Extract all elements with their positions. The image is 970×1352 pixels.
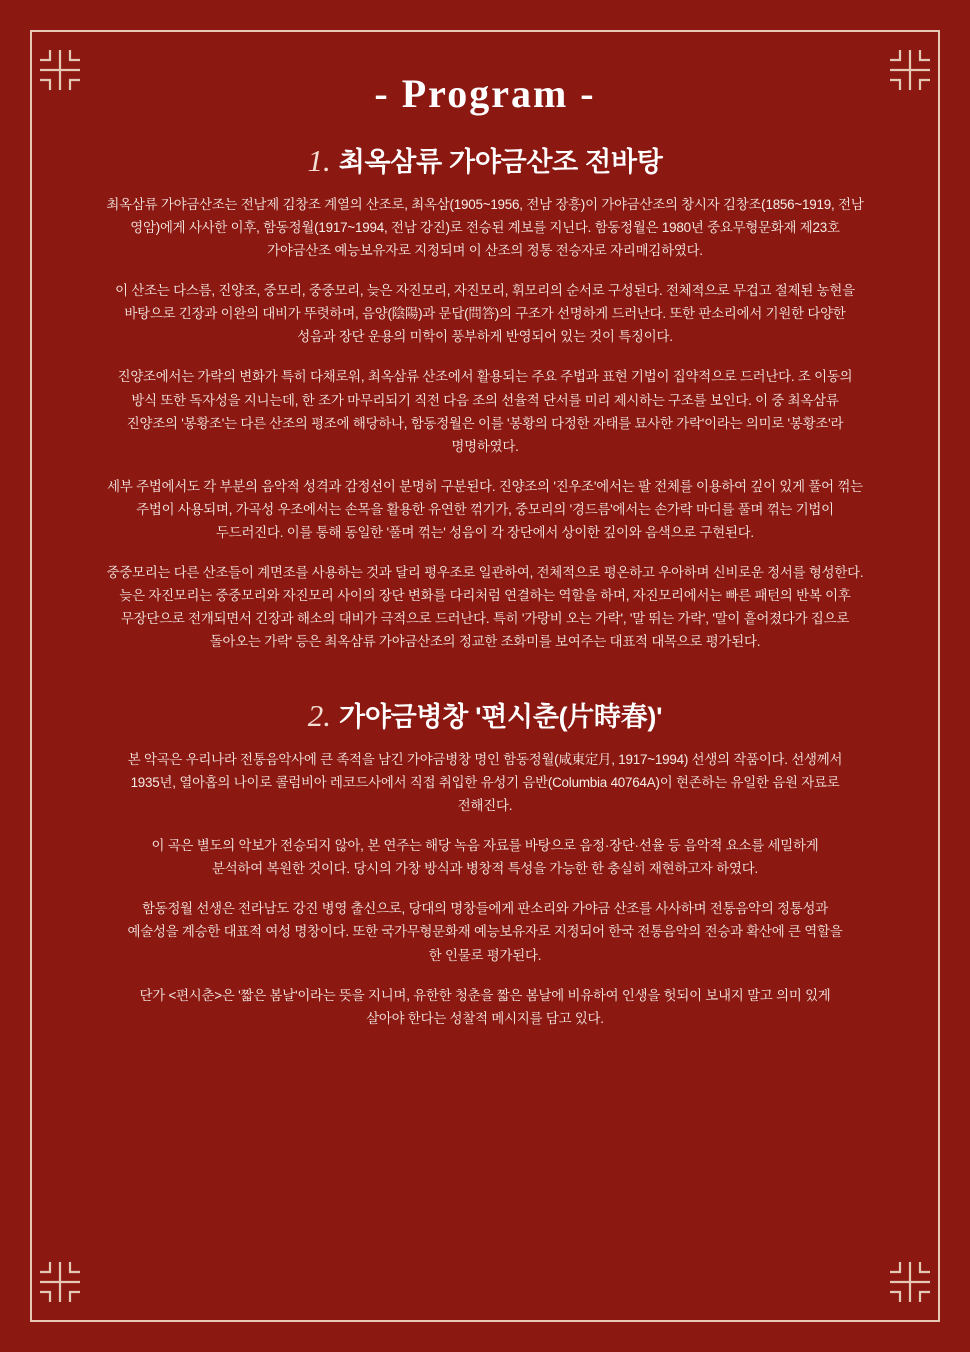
section-2-paragraph-1: 본 악곡은 우리나라 전통음악사에 큰 족적을 남긴 가야금병창 명인 함동정월(咸東定月, 1917~1994) 선생의 작품이다. 선생께서 1935년, 열아홉의 나이로 콜럼비아 레코드사에서 직접 취입한 유성기 음반(Columbia 40764A)이 현존하는 유일한 음원 자료로 전해진다.: [127, 752, 843, 814]
section-2-heading: [105, 697, 865, 734]
section-1-heading: [105, 142, 865, 179]
page-title: - Program -: [374, 71, 596, 116]
section-1-paragraph-3: 진양조에서는 가락의 변화가 특히 다채로워, 최옥삼류 산조에서 활용되는 주요 주법과 표현 기법이 집약적으로 드러난다. 조 이동의 방식 또한 독자성을 지니는데, 한 조가 마무리되기 직전 다음 조의 선율적 단서를 미리 제시하는 구조를 보인다. 이 중 최옥삼류 진양조의 '봉황조'는 다른 산조의 평조에 해당하나, 함동정월은 이를 '봉황의 다정한 자태를 묘사한 가락'이라는 의미로 '봉황조'라 명명하였다.: [117, 369, 853, 454]
section-1-paragraph-4: 세부 주법에서도 각 부분의 음악적 성격과 감정선이 분명히 구분된다. 진양조의 '진우조'에서는 팔 전체를 이용하여 깊이 있게 풀어 꺾는 주법이 사용되며, 가곡성 우조에서는 손목을 활용한 유연한 꺾기가, 중모리의 '경드름'에서는 손가락 마디를 풀며 꺾는 기법이 두드러진다. 이를 통해 동일한 '풀며 꺾는' 성음이 각 장단에서 상이한 깊이와 음색으로 구현된다.: [107, 478, 863, 540]
section-1-paragraph-5: 중중모리는 다른 산조들이 계면조를 사용하는 것과 달리 평우조로 일관하여, 전체적으로 평온하고 우아하며 신비로운 정서를 형성한다. 늦은 자진모리는 중중모리와 자진모리 사이의 장단 변화를 다리처럼 연결하는 역할을 하며, 자진모리에서는 빠른 패턴의 반복 이후 무장단으로 전개되면서 긴장과 해소의 대비가 극적으로 드러난다. 특히 '가랑비 오는 가락', '말 뛰는 가락', '말이 흩어졌다가 집으로 돌아오는 가락' 등은 최옥삼류 가야금산조의 정교한 조화미를 보여주는 대표적 대목으로 평가된다.: [106, 564, 864, 649]
section-2-number: 2.: [307, 697, 332, 733]
section-1-number: 1.: [307, 143, 331, 178]
section-1-title: 최옥삼류 가야금산조 전바탕: [338, 147, 663, 177]
section-2-paragraph-4: 단가 <편시춘>은 '짧은 봄날'이라는 뜻을 지니며, 유한한 청춘을 짧은 봄날에 비유하여 인생을 헛되이 보내지 말고 의미 있게 살아야 한다는 성찰적 메시지를 담고 있다.: [139, 987, 831, 1026]
section-2-paragraph-2: 이 곡은 별도의 악보가 전승되지 않아, 본 연주는 해당 녹음 자료를 바탕으로 음정·장단·선율 등 음악적 요소를 세밀하게 분석하여 복원한 것이다. 당시의 가창 방식과 병창적 특성을 가능한 한 충실히 재현하고자 하였다.: [151, 838, 819, 877]
program-section-1: [105, 142, 865, 653]
section-1-paragraph-2: 이 산조는 다스름, 진양조, 중모리, 중중모리, 늦은 자진모리, 자진모리, 휘모리의 순서로 구성된다. 전체적으로 무겁고 절제된 농현을 바탕으로 긴장과 이완의 대비가 뚜렷하며, 음양(陰陽)과 문답(問答)의 구조가 선명하게 드러난다. 또한 판소리에서 기원한 다양한 성음과 장단 운용의 미학이 풍부하게 반영되어 있는 것이 특징이다.: [115, 283, 855, 345]
corner-ornament-top-right: [888, 48, 932, 92]
program-section-2: [105, 697, 865, 1030]
corner-ornament-bottom-right: [888, 1260, 932, 1304]
section-2-paragraph-3: 함동정월 선생은 전라남도 강진 병영 출신으로, 당대의 명창들에게 판소리와 가야금 산조를 사사하며 전통음악의 정통성과 예술성을 계승한 대표적 여성 명창이다. 또한 국가무형문화재 예능보유자로 지정되어 한국 전통음악의 전승과 확산에 큰 역할을 한 인물로 평가된다.: [127, 901, 843, 963]
section-2-title: 가야금병창 '편시춘(片時春)': [339, 701, 663, 732]
section-1-paragraph-1: 최옥삼류 가야금산조는 전남제 김창조 계열의 산조로, 최옥삼(1905~1956, 전남 장흥)이 가야금산조의 창시자 김창조(1856~1919, 전남 영암)에게 사사한 이후, 함동정월(1917~1994, 전남 강진)로 전승된 계보를 지닌다. 함동정월은 1980년 중요무형문화재 제23호 가야금산조 예능보유자로 지정되며 이 산조의 정통 전승자로 자리매김하였다.: [106, 197, 864, 259]
program-content: [105, 0, 865, 1030]
corner-ornament-top-left: [38, 48, 82, 92]
corner-ornament-bottom-left: [38, 1260, 82, 1304]
